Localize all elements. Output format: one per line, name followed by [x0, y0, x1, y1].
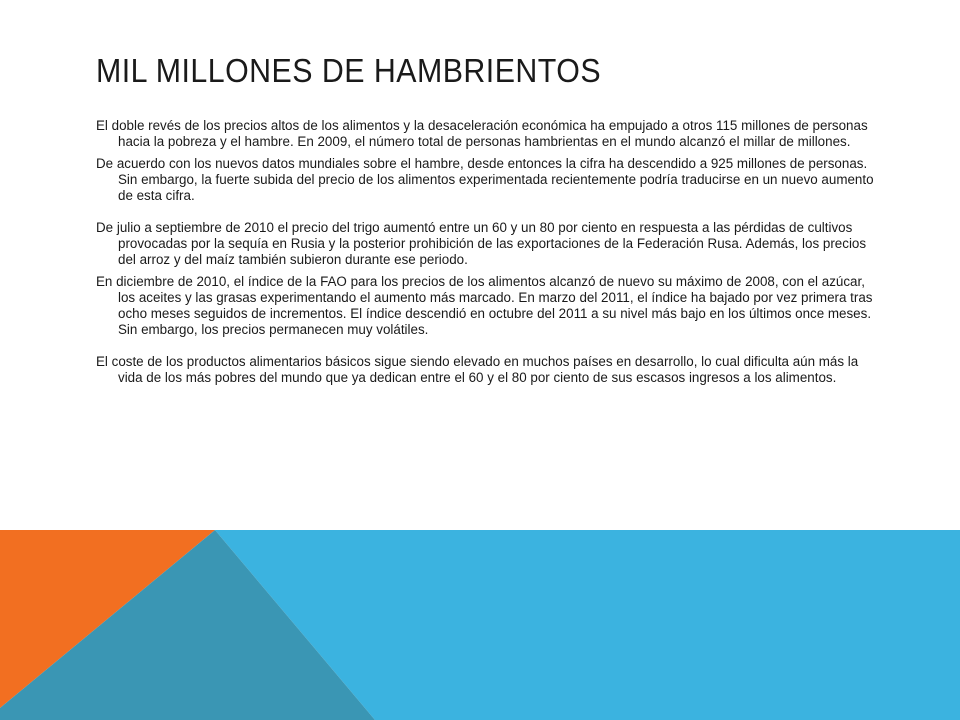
paragraph-2-continuation: De julio a septiembre de 2010 el precio del trigo aumentó entre un 60 y un 80 por ciento en respuesta a las pérdidas de cultivos provocadas por la sequía en Rusia y la posterior prohibición de las exportaciones de la Federación Rusa. Además, los precios del arroz y del maíz también subieron durante ese periodo.: [96, 220, 867, 267]
paragraph-1: [96, 118, 876, 150]
paragraph-3-text: En diciembre de 2010, el índice de la FAO para los precios de los alimentos alcanzó de nuevo su máximo de 2008, con el azúcar, los aceites y las grasas experimentando el aumento más marcado. En marzo del 2011, el índice ha bajado por vez primera tras ocho meses seguidos de incrementos. El índice descendió en octubre del 2011 a su nivel más bajo en los últimos once meses. Sin embargo, los precios permanecen muy volátiles.: [96, 274, 873, 337]
slide-title: MIL MILLONES DE HAMBRIENTOS: [96, 52, 602, 89]
paragraph-3-continuation: El coste de los productos alimentarios básicos sigue siendo elevado en muchos países en desarrollo, lo cual dificulta aún más la vida de los más pobres del mundo que ya dedican entre el 60 y el 80 por ciento de sus escasos ingresos a los alimentos.: [96, 354, 859, 385]
paragraph-2-text: De acuerdo con los nuevos datos mundiales sobre el hambre, desde entonces la cifra ha descendido a 925 millones de personas. Sin embargo, la fuerte subida del precio de los alimentos experimentada recientemente podría traducirse en un nuevo aumento de esta cifra.: [96, 156, 874, 203]
paragraph-3: [96, 274, 876, 386]
paragraph-1-text: El doble revés de los precios altos de los alimentos y la desaceleración económica ha empujado a otros 115 millones de personas hacia la pobreza y el hambre. En 2009, el número total de personas hambrientas en el mundo alcanzó el millar de millones.: [96, 118, 868, 149]
paragraph-2: [96, 156, 876, 268]
slide-body: [96, 118, 876, 392]
